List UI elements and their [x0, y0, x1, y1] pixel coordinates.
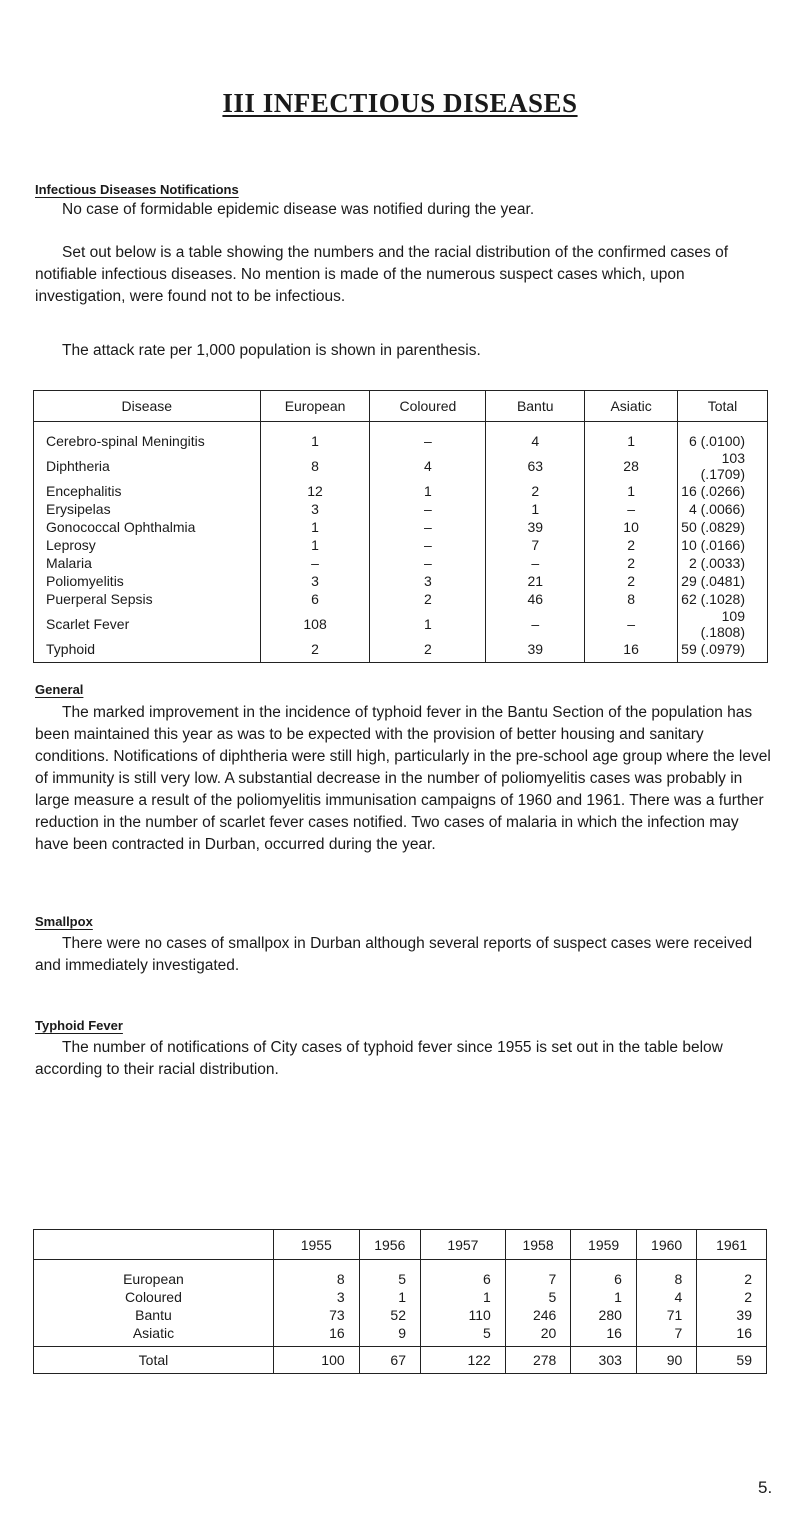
- disease-name: Puerperal Sepsis: [34, 590, 261, 608]
- page-title: III INFECTIOUS DISEASES: [222, 88, 578, 118]
- typhoid-count: 8: [273, 1260, 359, 1289]
- race-label: Bantu: [34, 1306, 274, 1324]
- case-count: 16: [585, 640, 678, 663]
- disease-table-header: [34, 391, 768, 422]
- disease-total: 103 (.1709): [678, 450, 768, 482]
- typhoid-count: 5: [505, 1288, 571, 1306]
- typhoid-count: 39: [697, 1306, 767, 1324]
- case-count: –: [585, 500, 678, 518]
- case-count: 63: [486, 450, 585, 482]
- section-heading-typhoid-fever: Typhoid Fever: [35, 1018, 123, 1033]
- race-label: Coloured: [34, 1288, 274, 1306]
- total-value: 100: [273, 1347, 359, 1374]
- typhoid-row: [34, 1306, 767, 1324]
- disease-name: Erysipelas: [34, 500, 261, 518]
- case-count: 39: [486, 640, 585, 663]
- case-count: 4: [370, 450, 486, 482]
- case-count: 1: [260, 518, 370, 536]
- section-heading-notifications: Infectious Diseases Notifications: [35, 182, 239, 197]
- total-value: 59: [697, 1347, 767, 1374]
- typhoid-count: 8: [636, 1260, 696, 1289]
- case-count: 1: [486, 500, 585, 518]
- total-value: 278: [505, 1347, 571, 1374]
- case-count: –: [370, 422, 486, 451]
- case-count: 21: [486, 572, 585, 590]
- typhoid-count: 6: [421, 1260, 506, 1289]
- typhoid-count: 9: [359, 1324, 420, 1347]
- typhoid-count: 1: [571, 1288, 637, 1306]
- typhoid-count: 5: [421, 1324, 506, 1347]
- case-count: 7: [486, 536, 585, 554]
- case-count: –: [370, 554, 486, 572]
- case-count: 8: [260, 450, 370, 482]
- header-blank: [34, 1230, 274, 1260]
- header-year-1961: 1961: [697, 1230, 767, 1260]
- disease-row: [34, 640, 768, 663]
- disease-total: 50 (.0829): [678, 518, 768, 536]
- disease-row: [34, 572, 768, 590]
- disease-row: [34, 500, 768, 518]
- case-count: –: [370, 518, 486, 536]
- disease-name: Diphtheria: [34, 450, 261, 482]
- race-label: Asiatic: [34, 1324, 274, 1347]
- typhoid-count: 4: [636, 1288, 696, 1306]
- typhoid-paragraph: The number of notifications of City cases of typhoid fever since 1955 is set out in the table below according to their racial distribution.: [35, 1039, 723, 1078]
- typhoid-count: 7: [505, 1260, 571, 1289]
- disease-total: 29 (.0481): [678, 572, 768, 590]
- disease-row: [34, 482, 768, 500]
- case-count: 1: [585, 422, 678, 451]
- typhoid-count: 52: [359, 1306, 420, 1324]
- case-count: 2: [486, 482, 585, 500]
- section-heading-general: General: [35, 682, 84, 697]
- typhoid-total-row: [34, 1347, 767, 1374]
- case-count: 8: [585, 590, 678, 608]
- case-count: 4: [486, 422, 585, 451]
- case-count: –: [486, 554, 585, 572]
- typhoid-row: [34, 1260, 767, 1289]
- race-label: European: [34, 1260, 274, 1289]
- typhoid-count: 7: [636, 1324, 696, 1347]
- case-count: 12: [260, 482, 370, 500]
- notifications-paragraph-1: No case of formidable epidemic disease was notified during the year.: [62, 201, 535, 218]
- disease-row: [34, 536, 768, 554]
- disease-row: [34, 450, 768, 482]
- header-disease: Disease: [34, 391, 261, 422]
- disease-row: [34, 554, 768, 572]
- total-value: 67: [359, 1347, 420, 1374]
- typhoid-count: 246: [505, 1306, 571, 1324]
- typhoid-count: 280: [571, 1306, 637, 1324]
- case-count: 1: [260, 422, 370, 451]
- typhoid-row: [34, 1288, 767, 1306]
- typhoid-row: [34, 1324, 767, 1347]
- disease-name: Encephalitis: [34, 482, 261, 500]
- typhoid-count: 6: [571, 1260, 637, 1289]
- disease-total: 109 (.1808): [678, 608, 768, 640]
- case-count: 2: [585, 536, 678, 554]
- typhoid-count: 1: [421, 1288, 506, 1306]
- typhoid-table-header: [34, 1230, 767, 1260]
- disease-row: [34, 422, 768, 451]
- header-year-1960: 1960: [636, 1230, 696, 1260]
- case-count: 1: [370, 608, 486, 640]
- header-coloured: Coloured: [370, 391, 486, 422]
- header-year-1956: 1956: [359, 1230, 420, 1260]
- disease-total: 59 (.0979): [678, 640, 768, 663]
- disease-name: Leprosy: [34, 536, 261, 554]
- case-count: –: [486, 608, 585, 640]
- case-count: 46: [486, 590, 585, 608]
- case-count: –: [370, 500, 486, 518]
- typhoid-count: 16: [273, 1324, 359, 1347]
- total-label: Total: [34, 1347, 274, 1374]
- case-count: –: [370, 536, 486, 554]
- case-count: 3: [260, 572, 370, 590]
- disease-name: Cerebro-spinal Meningitis: [34, 422, 261, 451]
- header-year-1959: 1959: [571, 1230, 637, 1260]
- header-asiatic: Asiatic: [585, 391, 678, 422]
- typhoid-count: 71: [636, 1306, 696, 1324]
- general-paragraph: The marked improvement in the incidence of typhoid fever in the Bantu Section of the population has been maintained this year as was to be expected with the provision of better housing and sanitary conditions. Notifications of diphtheria were still high, particularly in the pre-school age group where the level of immunity is still very low. A substantial decrease in the number of poliomyelitis cases was probably in large measure a result of the poliomyelitis immunisation campaigns of 1960 and 1961. There was a further reduction in the number of scarlet fever cases notified. Two cases of malaria in which the infection may have been contracted in Durban, occurred during the year.: [35, 704, 771, 853]
- typhoid-count: 73: [273, 1306, 359, 1324]
- notifications-paragraph-2: Set out below is a table showing the numbers and the racial distribution of the confirmed cases of notifiable infectious diseases. No mention is made of the numerous suspect cases which, upon investigation, were found not to be infectious.: [35, 244, 729, 305]
- disease-total: 16 (.0266): [678, 482, 768, 500]
- typhoid-count: 2: [697, 1260, 767, 1289]
- typhoid-count: 2: [697, 1288, 767, 1306]
- disease-table: [33, 390, 768, 663]
- disease-name: Poliomyelitis: [34, 572, 261, 590]
- case-count: 108: [260, 608, 370, 640]
- typhoid-count: 1: [359, 1288, 420, 1306]
- case-count: 10: [585, 518, 678, 536]
- case-count: 3: [370, 572, 486, 590]
- header-year-1957: 1957: [421, 1230, 506, 1260]
- total-value: 90: [636, 1347, 696, 1374]
- typhoid-count: 110: [421, 1306, 506, 1324]
- header-bantu: Bantu: [486, 391, 585, 422]
- disease-row: [34, 518, 768, 536]
- case-count: 28: [585, 450, 678, 482]
- case-count: 2: [585, 554, 678, 572]
- case-count: 39: [486, 518, 585, 536]
- case-count: 6: [260, 590, 370, 608]
- typhoid-count: 20: [505, 1324, 571, 1347]
- disease-row: [34, 590, 768, 608]
- case-count: 1: [585, 482, 678, 500]
- case-count: 1: [260, 536, 370, 554]
- disease-total: 2 (.0033): [678, 554, 768, 572]
- notifications-paragraph-3: The attack rate per 1,000 population is shown in parenthesis.: [62, 342, 481, 359]
- case-count: 2: [370, 640, 486, 663]
- disease-total: 4 (.0066): [678, 500, 768, 518]
- disease-name: Scarlet Fever: [34, 608, 261, 640]
- typhoid-count: 16: [697, 1324, 767, 1347]
- header-european: European: [260, 391, 370, 422]
- disease-row: [34, 608, 768, 640]
- case-count: –: [260, 554, 370, 572]
- case-count: –: [585, 608, 678, 640]
- disease-name: Gonococcal Ophthalmia: [34, 518, 261, 536]
- disease-name: Malaria: [34, 554, 261, 572]
- smallpox-paragraph: There were no cases of smallpox in Durban although several reports of suspect cases were received and immediately investigated.: [35, 935, 753, 974]
- case-count: 2: [370, 590, 486, 608]
- header-year-1958: 1958: [505, 1230, 571, 1260]
- typhoid-table: [33, 1229, 767, 1374]
- header-year-1955: 1955: [273, 1230, 359, 1260]
- disease-name: Typhoid: [34, 640, 261, 663]
- typhoid-count: 16: [571, 1324, 637, 1347]
- disease-total: 6 (.0100): [678, 422, 768, 451]
- typhoid-count: 5: [359, 1260, 420, 1289]
- case-count: 3: [260, 500, 370, 518]
- header-total: Total: [678, 391, 768, 422]
- disease-total: 62 (.1028): [678, 590, 768, 608]
- case-count: 1: [370, 482, 486, 500]
- typhoid-count: 3: [273, 1288, 359, 1306]
- case-count: 2: [260, 640, 370, 663]
- case-count: 2: [585, 572, 678, 590]
- section-heading-smallpox: Smallpox: [35, 914, 93, 929]
- disease-total: 10 (.0166): [678, 536, 768, 554]
- total-value: 122: [421, 1347, 506, 1374]
- page-number: 5.: [758, 1478, 773, 1497]
- total-value: 303: [571, 1347, 637, 1374]
